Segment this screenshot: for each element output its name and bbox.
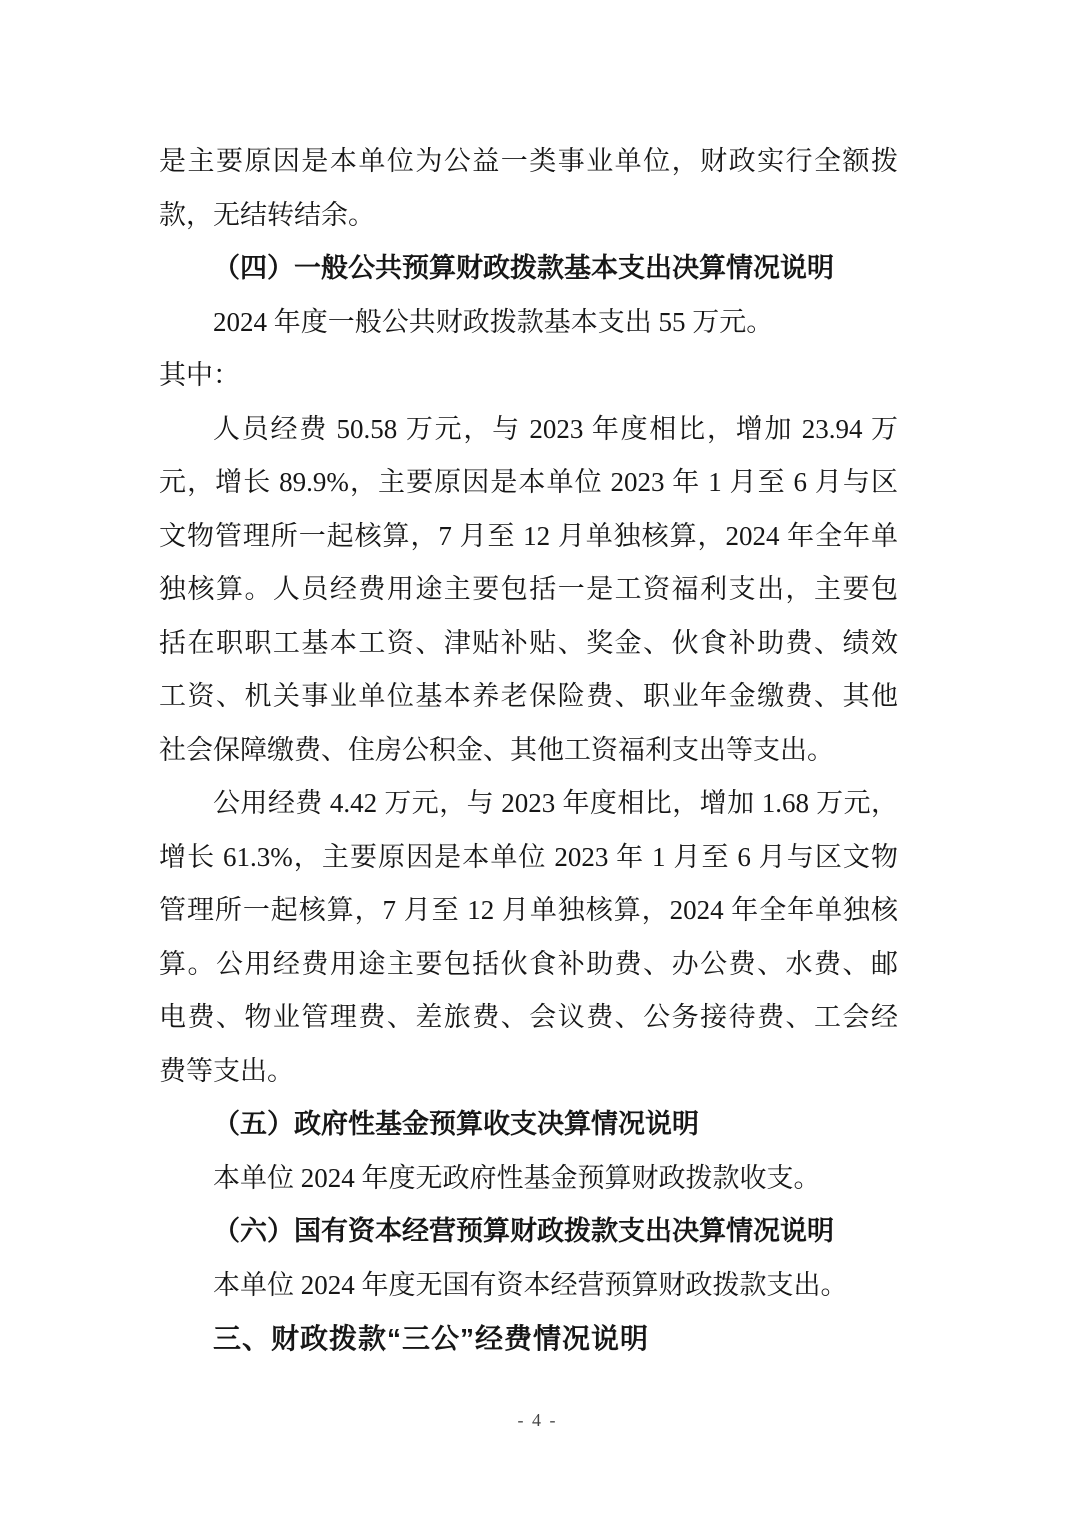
text-line: （六）国有资本经营预算财政拨款支出决算情况说明 [213, 1216, 834, 1246]
text-line: 公用经费 4.42 万元，与 2023 年度相比，增加 1.68 万元， [213, 788, 898, 818]
text-line: 算。公用经费用途主要包括伙食补助费、办公费、水费、邮 [159, 948, 898, 979]
page-number: - 4 - [517, 1410, 558, 1430]
text-line: 文物管理所一起核算，7 月至 12 月单独核算，2024 年全年单 [159, 520, 898, 551]
document-body [159, 135, 898, 1366]
text-line: 2024 年度一般公共财政拨款基本支出 55 万元。 [213, 306, 774, 337]
text-line: （四）一般公共预算财政拨款基本支出决算情况说明 [213, 253, 834, 283]
text-line: 增长 61.3%，主要原因是本单位 2023 年 1 月至 6 月与区文物 [159, 841, 898, 872]
text-line: 独核算。人员经费用途主要包括一是工资福利支出，主要包 [159, 574, 898, 604]
text-line: 本单位 2024 年度无国有资本经营预算财政拨款支出。 [213, 1269, 848, 1300]
text-line: 电费、物业管理费、差旅费、会议费、公务接待费、工会经 [159, 1002, 898, 1032]
text-line: 其中： [159, 360, 240, 390]
text-line: 三、财政拨款“三公”经费情况说明 [213, 1323, 650, 1354]
text-line: 人员经费 50.58 万元，与 2023 年度相比，增加 23.94 万 [213, 413, 898, 444]
text-line: 管理所一起核算，7 月至 12 月单独核算，2024 年全年单独核 [159, 895, 898, 925]
text-line: 费等支出。 [159, 1055, 294, 1086]
text-line: 元，增长 89.9%，主要原因是本单位 2023 年 1 月至 6 月与区 [159, 467, 898, 497]
text-line: 款，无结转结余。 [159, 199, 375, 230]
text-line: 工资、机关事业单位基本养老保险费、职业年金缴费、其他 [159, 681, 898, 711]
text-line: 是主要原因是本单位为公益一类事业单位，财政实行全额拨 [159, 146, 898, 176]
text-line: （五）政府性基金预算收支决算情况说明 [213, 1109, 699, 1139]
text-line: 社会保障缴费、住房公积金、其他工资福利支出等支出。 [159, 734, 834, 765]
text-line: 本单位 2024 年度无政府性基金预算财政拨款收支。 [213, 1162, 821, 1193]
text-line: 括在职职工基本工资、津贴补贴、奖金、伙食补助费、绩效 [159, 627, 898, 658]
